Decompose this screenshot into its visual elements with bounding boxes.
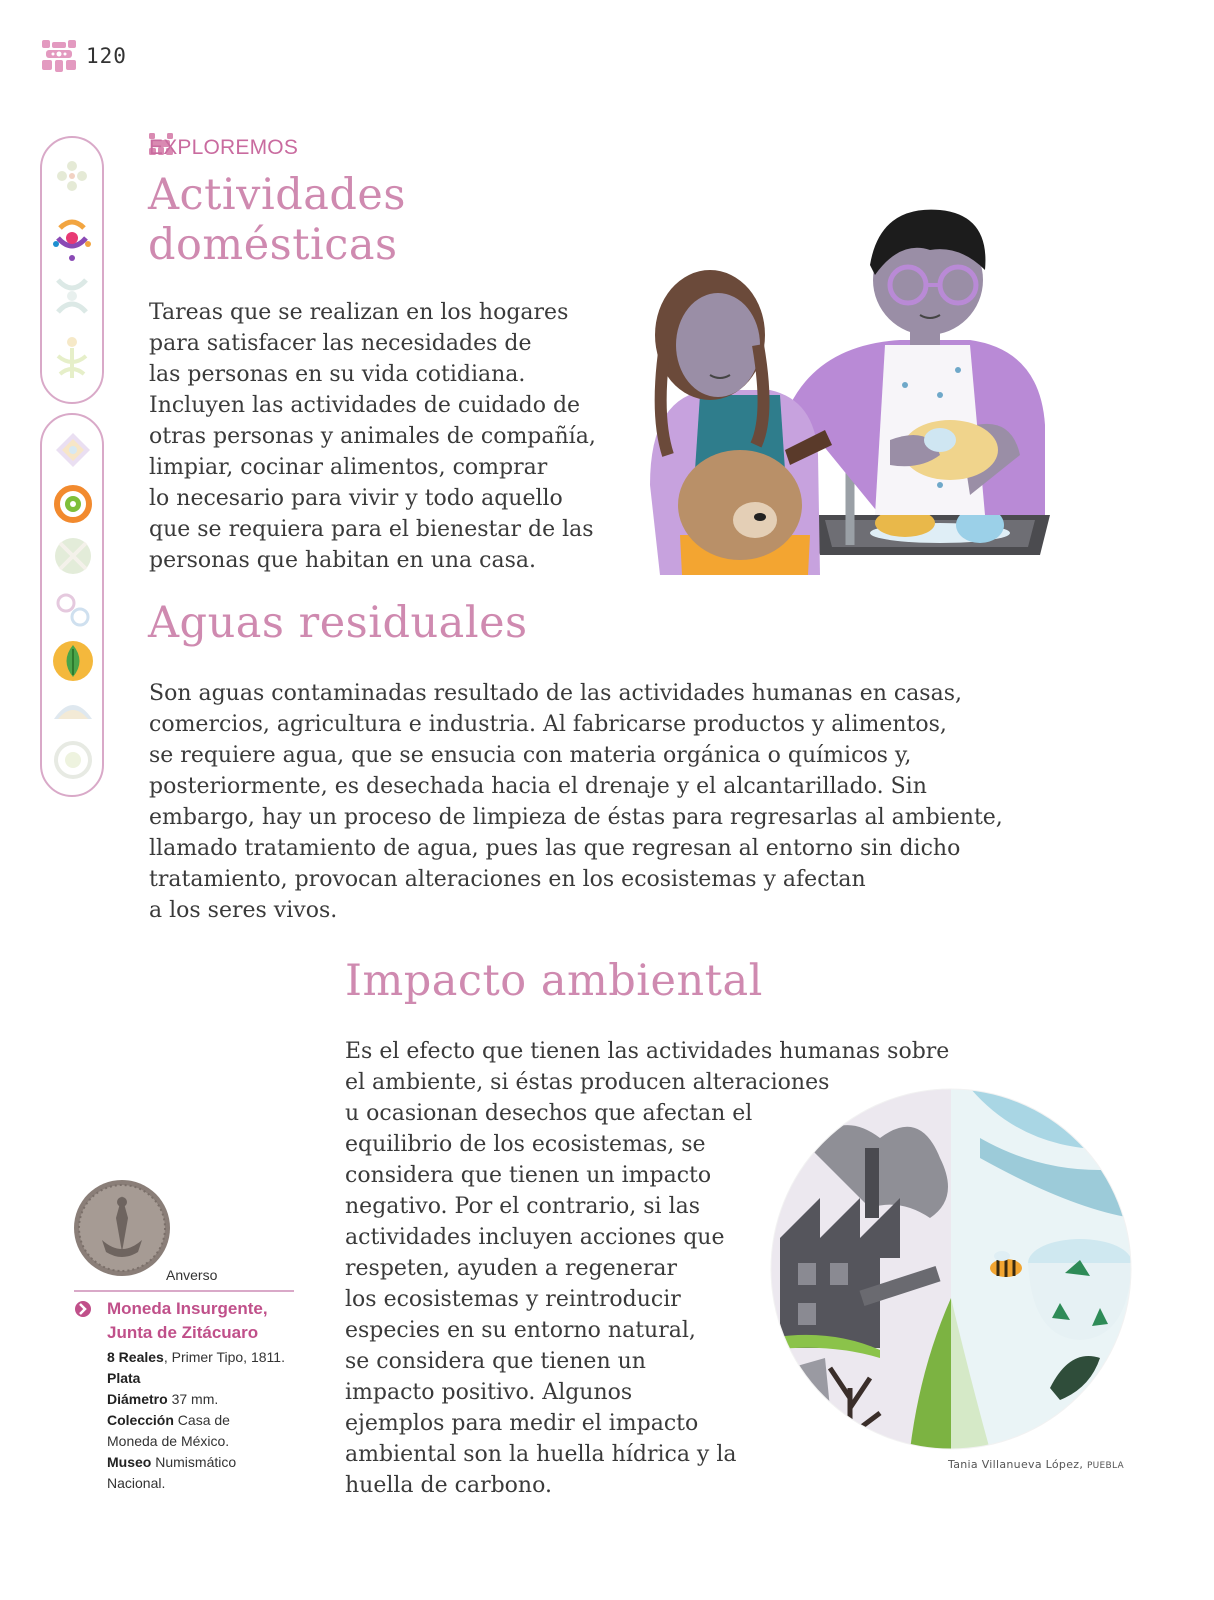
leaf-bud-icon — [50, 639, 96, 683]
text-line: para satisfacer las necesidades de — [149, 331, 532, 356]
coin-collection-value: Moneda de México. — [107, 1433, 230, 1449]
sidebar-bottom-group — [40, 413, 104, 797]
impact-title: Impacto ambiental — [345, 956, 763, 1006]
coin-collection-label: Colección — [107, 1412, 174, 1428]
coin-title-line: Junta de Zitácuaro — [107, 1323, 259, 1342]
text-line: el ambiente, si éstas producen alteraciones — [345, 1070, 830, 1095]
text-line: que se requiera para el bienestar de las — [149, 517, 594, 542]
text-line: huella de carbono. — [345, 1473, 552, 1498]
domestic-title-line: Actividades — [148, 170, 406, 220]
wastewater-paragraph — [149, 678, 1003, 926]
text-line: Incluyen las actividades de cuidado de — [149, 393, 581, 418]
sun-figure-icon — [50, 214, 94, 262]
star-tile-icon — [54, 431, 92, 469]
coin-metal: Plata — [107, 1370, 141, 1386]
credit-place: PUEBLA — [1086, 1461, 1124, 1471]
text-line: especies en su entorno natural, — [345, 1318, 696, 1343]
domestic-title — [148, 170, 406, 270]
coin-side-label: Anverso — [166, 1267, 218, 1283]
coin-museum-value: Nacional. — [107, 1475, 166, 1491]
text-line: las personas en su vida cotidiana. — [149, 362, 526, 387]
text-line: negativo. Por el contrario, si las — [345, 1194, 701, 1219]
text-line: posteriormente, es desechada hacia el drenaje y el alcantarillado. Sin — [149, 774, 927, 799]
shell-tile-icon — [52, 695, 94, 729]
wastewater-title: Aguas residuales — [148, 598, 528, 648]
text-line: ejemplos para medir el impacto — [345, 1411, 699, 1436]
coin-title — [107, 1297, 268, 1345]
chevron-right-icon — [74, 1300, 92, 1318]
coin-museum-value: Numismático — [151, 1454, 237, 1470]
text-line: comercios, agricultura e industria. Al fabricarse productos y alimentos, — [149, 712, 947, 737]
text-line: embargo, hay un proceso de limpieza de éstas para regresarlas al ambiente, — [149, 805, 1003, 830]
text-line: se considera que tienen un — [345, 1349, 646, 1374]
text-line: considera que tienen un impacto — [345, 1163, 712, 1188]
coin-image — [72, 1178, 172, 1278]
illustration-credit — [948, 1458, 1124, 1471]
coin-denomination: 8 Reales — [107, 1349, 164, 1365]
section-label: EXPLOREMOS — [149, 136, 299, 159]
domestic-title-line: domésticas — [148, 220, 398, 270]
spiral-circle-icon — [52, 739, 94, 781]
domestic-paragraph — [149, 297, 596, 576]
coin-type: , Primer Tipo, 1811. — [163, 1349, 285, 1365]
sprout-figure-icon — [52, 334, 92, 382]
rings-link-icon — [52, 589, 94, 631]
sidebar-top-group — [40, 136, 104, 404]
text-line: otras personas y animales de compañía, — [149, 424, 596, 449]
domestic-chores-illustration — [640, 195, 1060, 580]
text-line: u ocasionan desechos que afectan el — [345, 1101, 753, 1126]
text-line: se requiere agua, que se ensucia con materia orgánica o químicos y, — [149, 743, 912, 768]
target-ring-icon — [52, 483, 94, 525]
text-line: llamado tratamiento de agua, pues las que regresan al entorno sin dicho — [149, 836, 961, 861]
text-line: lo necesario para vivir y todo aquello — [149, 486, 563, 511]
coin-diameter-label: Diámetro — [107, 1391, 168, 1407]
text-line: Es el efecto que tienen las actividades humanas sobre — [345, 1039, 950, 1064]
page-number: 120 — [86, 44, 127, 68]
coin-diameter-value: 37 mm. — [167, 1391, 219, 1407]
cross-tile-icon — [52, 535, 94, 577]
coin-details — [107, 1347, 285, 1494]
text-line: los ecosistemas y reintroducir — [345, 1287, 681, 1312]
text-line: personas que habitan en una casa. — [149, 548, 536, 573]
text-line: limpiar, cocinar alimentos, comprar — [149, 455, 548, 480]
pattern-glyph-icon — [40, 38, 78, 74]
text-line: a los seres vivos. — [149, 898, 338, 923]
environmental-impact-illustration — [770, 1088, 1132, 1450]
flower-dots-icon — [54, 158, 90, 194]
credit-name: Tania Villanueva López, — [948, 1458, 1084, 1471]
twin-figure-icon — [52, 274, 92, 318]
text-line: actividades incluyen acciones que — [345, 1225, 725, 1250]
text-line: tratamiento, provocan alteraciones en los ecosistemas y afectan — [149, 867, 866, 892]
text-line: ambiental son la huella hídrica y la — [345, 1442, 737, 1467]
text-line: impacto positivo. Algunos — [345, 1380, 633, 1405]
coin-divider — [74, 1290, 294, 1292]
coin-title-line: Moneda Insurgente, — [107, 1299, 268, 1318]
text-line: Son aguas contaminadas resultado de las actividades humanas en casas, — [149, 681, 963, 706]
text-line: respeten, ayuden a regenerar — [345, 1256, 678, 1281]
coin-museum-label: Museo — [107, 1454, 152, 1470]
text-line: Tareas que se realizan en los hogares — [149, 300, 569, 325]
text-line: equilibrio de los ecosistemas, se — [345, 1132, 706, 1157]
coin-collection-value: Casa de — [173, 1412, 230, 1428]
